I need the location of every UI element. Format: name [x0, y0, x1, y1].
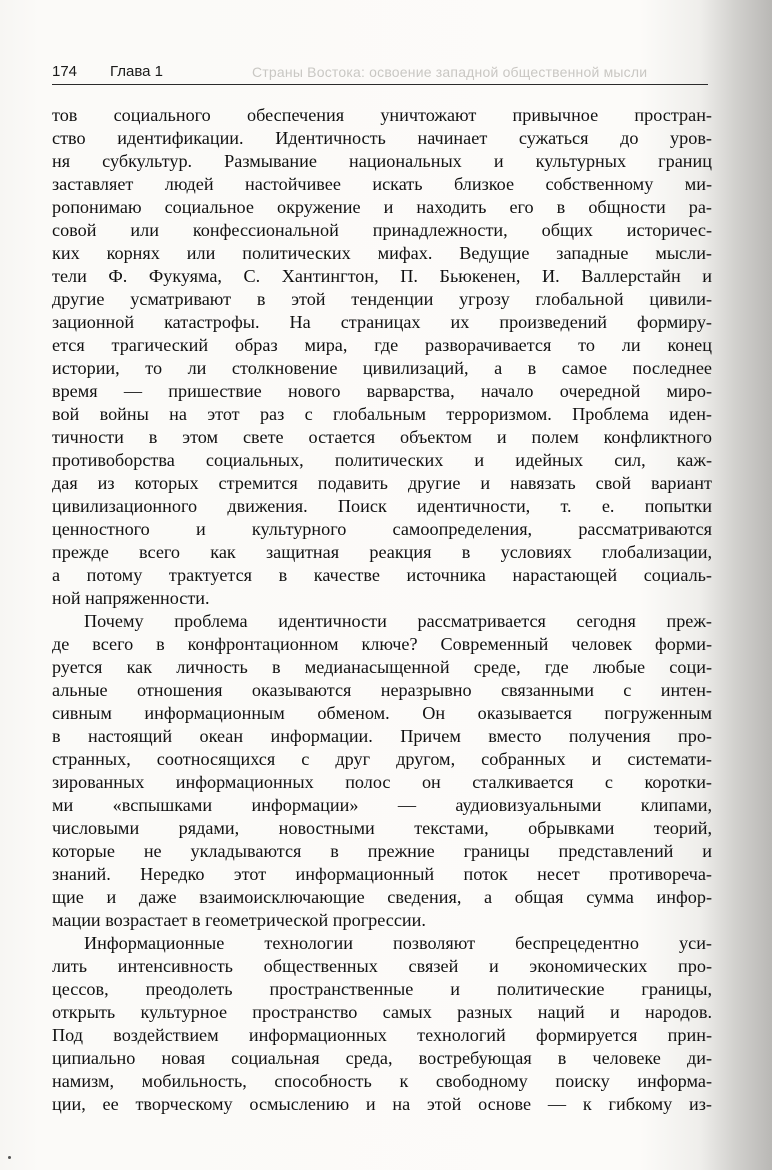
text-line: истории, то ли столкновение цивилизаций, а в самое последнее	[52, 358, 712, 378]
text-line: намизм, мобильность, способность к свободному поиску информа-	[52, 1071, 712, 1091]
text-line: сивным информационным обменом. Он оказывается погруженным	[52, 703, 712, 723]
text-line: ропонимаю социальное окружение и находить его в общности ра-	[52, 197, 712, 217]
text-line: ми «вспышками информации» — аудиовизуальными клипами,	[52, 795, 712, 815]
text-line: щие и даже взаимоисключающие сведения, а общая сумма инфор-	[52, 887, 712, 907]
paragraph-end-line: мации возрастает в геометрической прогрессии.	[52, 910, 426, 930]
text-line: противоборства социальных, политических и идейных сил, каж-	[52, 450, 712, 470]
text-line: знаний. Нередко этот информационный поток несет противореча-	[52, 864, 712, 884]
text-line: ципиально новая социальная среда, востребующая в человеке ди-	[52, 1048, 712, 1068]
text-line: альные отношения оказываются неразрывно связанными с интен-	[52, 680, 712, 700]
paragraph-first-line: Почему проблема идентичности рассматривается сегодня преж-	[84, 611, 712, 631]
chapter-title: Глава 1	[110, 63, 164, 80]
text-line: другие усматривают в этой тенденции угрозу глобальной цивили-	[52, 289, 712, 309]
show-through-text: Страны Востока: освоение западной общественной мысли	[252, 64, 648, 80]
text-line: числовыми рядами, новостными текстами, обрывками теорий,	[52, 818, 712, 838]
text-line: тичности в этом свете остается объектом и полем конфликтного	[52, 427, 712, 447]
text-line: тели Ф. Фукуяма, С. Хантингтон, П. Бьюкенен, И. Валлерстайн и	[52, 266, 712, 286]
text-line: Под воздействием информационных технологий формируется прин-	[52, 1025, 712, 1045]
text-line: ство идентификации. Идентичность начинает сужаться до уров-	[52, 128, 712, 148]
text-line: зированных информационных полос он сталкивается с коротки-	[52, 772, 712, 792]
text-line: лить интенсивность общественных связей и экономических про-	[52, 956, 712, 976]
text-line: которые не укладываются в прежние границы представлений и	[52, 841, 712, 861]
text-line: совой или конфессиональной принадлежности, общих историчес-	[52, 220, 712, 240]
text-line: ется трагический образ мира, где разворачивается то ли конец	[52, 335, 712, 355]
body-text	[52, 104, 712, 1116]
text-line: цессов, преодолеть пространственные и политические границы,	[52, 979, 712, 999]
text-line: а потому трактуется в качестве источника нарастающей социаль-	[52, 565, 712, 585]
text-line: ции, ее творческому осмыслению и на этой основе — к гибкому из-	[52, 1094, 712, 1114]
text-line: вой войны на этот раз с глобальным терроризмом. Проблема иден-	[52, 404, 712, 424]
paragraph-end-line: ной напряженности.	[52, 588, 210, 608]
text-line: заставляет людей настойчивее искать близкое собственному ми-	[52, 174, 712, 194]
paragraph-first-line: Информационные технологии позволяют беспрецедентно уси-	[84, 933, 712, 953]
text-line: дая из которых стремится подавить другие и навязать свой вариант	[52, 473, 712, 493]
text-line: в настоящий океан информации. Причем вместо получения про-	[52, 726, 712, 746]
text-line: ня субкультур. Размывание национальных и культурных границ	[52, 151, 712, 171]
text-line: тов социального обеспечения уничтожают привычное простран-	[52, 105, 712, 125]
text-line: цивилизационного движения. Поиск идентичности, т. е. попытки	[52, 496, 712, 516]
text-line: ких корнях или политических мифах. Ведущие западные мысли-	[52, 243, 712, 263]
scan-speck	[8, 1156, 11, 1159]
text-line: прежде всего как защитная реакция в условиях глобализации,	[52, 542, 712, 562]
running-head	[52, 62, 708, 85]
text-line: странных, соотносящихся с друг другом, собранных и системати-	[52, 749, 712, 769]
text-line: зационной катастрофы. На страницах их произведений формиру-	[52, 312, 712, 332]
page-number: 174	[52, 63, 78, 80]
text-line: открыть культурное пространство самых разных наций и народов.	[52, 1002, 712, 1022]
text-line: руется как личность в медианасыщенной среде, где любые соци-	[52, 657, 712, 677]
text-line: де всего в конфронтационном ключе? Современный человек форми-	[52, 634, 712, 654]
text-line: ценностного и культурного самоопределения, рассматриваются	[52, 519, 712, 539]
text-line: время — пришествие нового варварства, начало очередной миро-	[52, 381, 712, 401]
